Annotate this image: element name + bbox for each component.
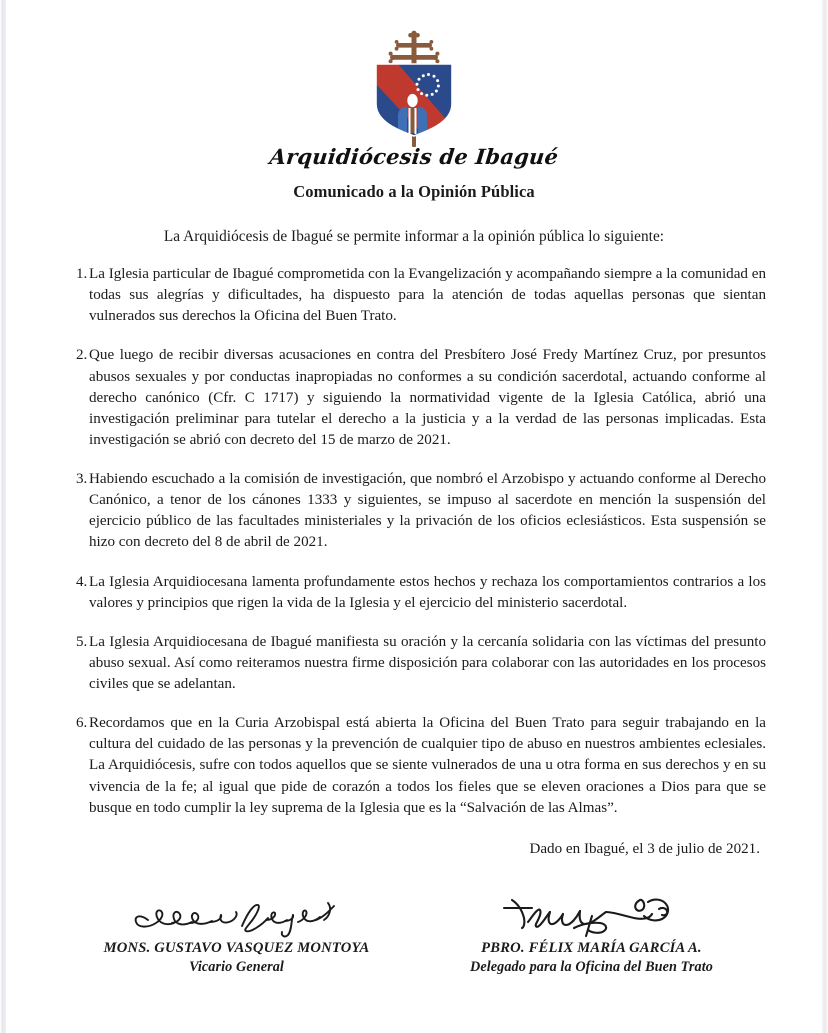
diocese-name: Arquidiócesis de Ibagué	[268, 144, 560, 169]
list-item-text: Habiendo escuchado a la comisión de investigación, que nombró el Arzobispo y actuando conforme al Derecho Canónico, a tenor de los cánones 1333 y siguientes, se impuso al sacerdote en mención la suspensión del ejercicio público de las facultades ministeriales y la privación de los oficios eclesiásticos. Esta suspensión se hizo con decreto del 8 de abril de 2021.	[89, 471, 766, 551]
list-item	[62, 632, 766, 695]
signature-block-delegate	[421, 888, 762, 976]
list-item-text: La Iglesia Arquidiocesana de Ibagué manifiesta su oración y la cercanía solidaria con las víctimas del presunto abuso sexual. Así como reiteramos nuestra firme disposición para colaborar con las autoridades en los procesos civiles que se adelantan.	[89, 633, 766, 692]
list-item	[62, 264, 766, 327]
list-item-number: 1.	[76, 266, 88, 282]
signature-role: Vicario General	[189, 958, 284, 975]
dateline: Dado en Ibagué, el 3 de julio de 2021.	[529, 840, 760, 857]
signature-block-vicar	[66, 888, 407, 976]
list-item-number: 6.	[76, 715, 88, 732]
signature-name: PBRO. FÉLIX MARÍA GARCÍA A.	[481, 939, 702, 956]
signature-name: MONS. GUSTAVO VASQUEZ MONTOYA	[103, 939, 370, 956]
statement-list	[62, 264, 766, 819]
list-item-text: La Iglesia Arquidiocesana lamenta profundamente estos hechos y rechaza los comportamientos contrarios a los valores y principios que rigen la vida de la Iglesia y el ejercicio del ministerio sacerdotal.	[89, 573, 766, 611]
list-item	[62, 469, 766, 554]
list-item	[62, 345, 766, 451]
list-item-number: 5.	[76, 633, 88, 650]
signature-mark-container	[421, 888, 762, 940]
list-item	[62, 572, 766, 614]
list-item-text: La Iglesia particular de Ibagué comprometida con la Evangelización y acompañando siempre a la comunidad en todas sus alegrías y dificultades, ha dispuesto para la atención de todas aquellas personas que sientan vulnerados sus derechos la Oficina del Buen Trato.	[89, 266, 766, 325]
page-title: Comunicado a la Opinión Pública	[293, 182, 535, 201]
handwritten-signature-icon	[476, 888, 706, 940]
list-item	[62, 713, 766, 819]
handwritten-signature-icon	[122, 890, 352, 940]
signature-role: Delegado para la Oficina del Buen Trato	[469, 958, 713, 975]
signature-area	[62, 888, 766, 976]
coat-of-arms-icon	[354, 30, 474, 148]
list-item-number: 4.	[76, 573, 88, 590]
lead-paragraph: La Arquidiócesis de Ibagué se permite informar a la opinión pública lo siguiente:	[163, 228, 665, 245]
list-item-text: Recordamos que en la Curia Arzobispal está abierta la Oficina del Buen Trato para seguir trabajando en la cultura del cuidado de las personas y la prevención de cualquier tipo de abuso en nuestros ambientes eclesiales. La Arquidiócesis, sufre con todos aquellos que se siente vulnerados de una u otra forma en sus derechos y en su vivencia de la fe; al igual que pide de corazón a todos los fieles que se eleven oraciones a Dios para que se busque en todo cumplir la ley suprema de la Iglesia que es la “Salvación de las Almas”.	[89, 715, 766, 816]
list-item-text: Que luego de recibir diversas acusaciones en contra del Presbítero José Fredy Martínez Cruz, por presuntos abusos sexuales y por conductas inapropiadas no conformes a su condición sacerdotal, actuando conforme al derecho canónico (Cfr. C 1717) y siguiendo la normatividad vigente de la Iglesia Católica, abrió una investigación preliminar para tutelar el derecho a la justicia y a la verdad de las personas implicadas. Esta investigación se abrió con decreto del 15 de marzo de 2021.	[89, 347, 766, 448]
list-item-number: 2.	[76, 347, 88, 364]
crest-container	[62, 0, 766, 148]
signature-mark-container	[66, 888, 407, 940]
list-item-number: 3.	[76, 471, 88, 487]
